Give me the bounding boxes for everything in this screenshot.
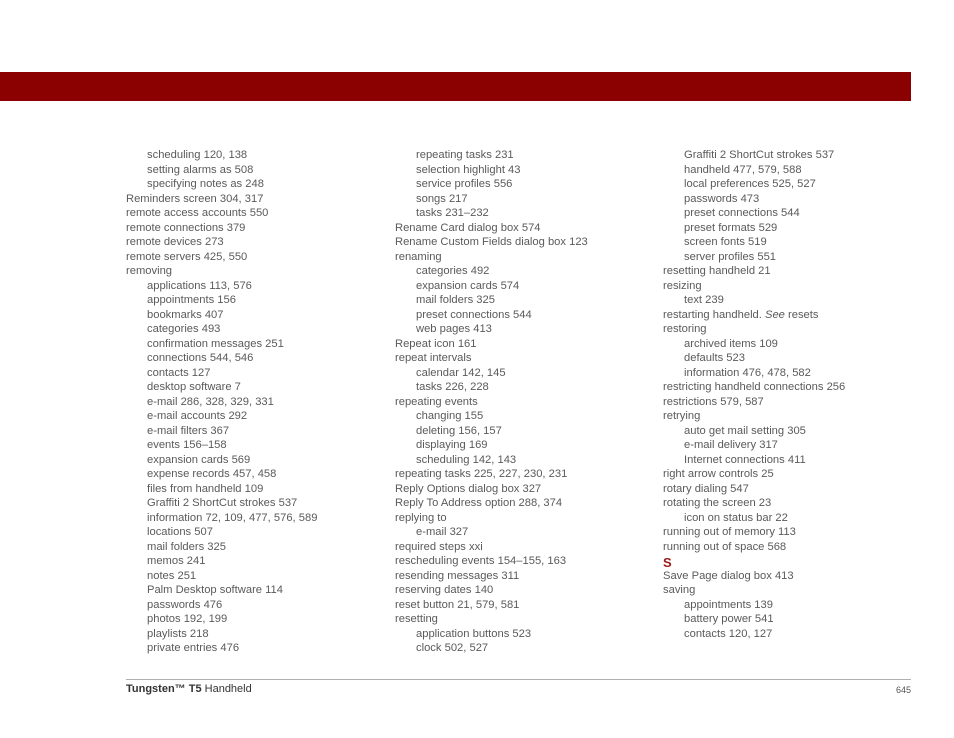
index-subentry: categories 493 [147,323,221,335]
index-subentry: screen fonts 519 [684,236,767,248]
index-entry: rotary dialing 547 [663,482,749,495]
index-subentry: locations 507 [147,526,213,538]
index-entry: removing [126,265,173,277]
index-subentry: private entries 476 [147,642,240,654]
index-subentry: passwords 473 [684,192,760,205]
index-subentry: information 72, 109, 477, 576, 589 [147,511,318,524]
page-number: 645 [895,685,911,695]
index-entry: restricting handheld connections 256 [663,381,846,393]
index-subentry: selection highlight 43 [416,163,521,176]
footer-product-name [126,683,252,695]
footer-brand-bold: Tungsten™ T5 [126,683,202,695]
index-entry: restrictions 579, 587 [663,395,764,408]
index-entry: Reply To Address option 288, 374 [395,497,563,509]
index-subentry: categories 492 [416,265,490,277]
index-subentry: scheduling 142, 143 [416,453,517,466]
index-column-1 [126,148,394,656]
index-entry: Save Page dialog box 413 [663,569,794,582]
index-subentry: memos 241 [147,555,206,567]
footer-brand-rest: Handheld [201,683,252,695]
index-subentry: expansion cards 574 [416,279,520,292]
index-subentry: clock 502, 527 [416,642,489,654]
index-subentry: bookmarks 407 [147,308,224,321]
index-entry: replying to [395,511,447,524]
index-subentry: e-mail filters 367 [147,424,230,437]
index-subentry: events 156–158 [147,439,227,451]
index-entry: Reply Options dialog box 327 [395,482,542,495]
index-subentry: tasks 231–232 [416,207,489,219]
index-entry: resending messages 311 [395,569,520,582]
index-entry: repeat intervals [395,352,472,364]
index-subentry: contacts 127 [147,366,211,379]
index-entry: reset button 21, 579, 581 [395,598,520,611]
index-entry: remote devices 273 [126,236,224,248]
index-subentry: displaying 169 [416,439,488,451]
index-entry: Repeat icon 161 [395,337,477,350]
index-subentry: defaults 523 [684,352,745,364]
index-subentry: notes 251 [147,569,197,582]
footer-divider [126,679,911,680]
index-entry: renaming [395,250,442,263]
index-subentry: Internet connections 411 [684,453,806,466]
index-entry: rescheduling events 154–155, 163 [395,555,567,567]
index-subentry: icon on status bar 22 [684,511,788,524]
index-subentry: photos 192, 199 [147,613,228,625]
index-entry: saving [663,584,696,596]
index-entry: rotating the screen 23 [663,497,772,509]
index-subentry: appointments 139 [684,598,773,611]
index-subentry: e-mail 327 [416,526,469,538]
index-subentry: expense records 457, 458 [147,468,277,480]
index-subentry: auto get mail setting 305 [684,424,806,437]
index-subentry: setting alarms as 508 [147,163,254,176]
index-subentry: desktop software 7 [147,381,241,393]
index-subentry: calendar 142, 145 [416,366,506,379]
index-subentry: e-mail delivery 317 [684,439,778,451]
index-subentry: information 476, 478, 582 [684,366,811,379]
index-entry: repeating events [395,395,478,408]
index-entry: Rename Custom Fields dialog box 123 [395,236,588,248]
index-subentry: contacts 120, 127 [684,627,773,640]
index-column-2 [395,148,663,656]
index-entry: restarting handheld. See resets [663,308,819,321]
index-subentry: specifying notes as 248 [147,178,264,190]
see-reference: See [765,308,785,321]
index-subentry: e-mail 286, 328, 329, 331 [147,395,274,408]
index-subentry: tasks 226, 228 [416,381,489,393]
index-entry: resetting handheld 21 [663,265,771,277]
index-subentry: e-mail accounts 292 [147,410,248,422]
index-entry: restoring [663,323,707,335]
index-column-3 [663,148,931,641]
index-subentry: files from handheld 109 [147,482,264,495]
index-subentry: archived items 109 [684,337,778,350]
index-subentry: web pages 413 [416,323,492,335]
index-entry: required steps xxi [395,540,483,553]
index-section-letter: S [663,555,672,570]
index-subentry: applications 113, 576 [147,279,252,292]
index-entry: remote access accounts 550 [126,207,269,219]
index-entry: retrying [663,410,701,422]
index-subentry: expansion cards 569 [147,453,251,466]
index-subentry: appointments 156 [147,294,236,306]
index-subentry: preset connections 544 [684,207,800,219]
index-entry: remote servers 425, 550 [126,250,248,263]
index-subentry: songs 217 [416,192,468,205]
index-subentry: text 239 [684,294,724,306]
index-entry: Reminders screen 304, 317 [126,192,264,205]
index-subentry: preset connections 544 [416,308,532,321]
index-subentry: Graffiti 2 ShortCut strokes 537 [147,497,298,509]
index-subentry: deleting 156, 157 [416,424,502,437]
index-subentry: mail folders 325 [416,294,495,306]
index-entry: running out of memory 113 [663,526,796,538]
index-subentry: changing 155 [416,410,484,422]
index-subentry: Palm Desktop software 114 [147,584,283,596]
header-banner [0,72,911,101]
index-subentry: connections 544, 546 [147,352,254,364]
index-entry: repeating tasks 225, 227, 230, 231 [395,468,568,480]
index-subentry: service profiles 556 [416,178,513,190]
index-subentry: Graffiti 2 ShortCut strokes 537 [684,149,835,161]
index-subentry: passwords 476 [147,598,223,611]
index-subentry: confirmation messages 251 [147,337,284,350]
index-entry: resetting [395,613,438,625]
index-subentry: repeating tasks 231 [416,149,514,161]
index-subentry: local preferences 525, 527 [684,178,816,190]
index-subentry: mail folders 325 [147,540,226,553]
index-entry: reserving dates 140 [395,584,494,596]
index-subentry: battery power 541 [684,613,774,625]
index-subentry: application buttons 523 [416,627,532,640]
index-subentry: server profiles 551 [684,250,777,263]
index-entry: resizing [663,279,702,292]
index-subentry: scheduling 120, 138 [147,149,248,161]
index-entry: right arrow controls 25 [663,468,774,480]
index-subentry: handheld 477, 579, 588 [684,163,802,176]
index-entry: Rename Card dialog box 574 [395,221,541,234]
index-entry: running out of space 568 [663,540,787,553]
index-subentry: preset formats 529 [684,221,778,234]
index-entry: remote connections 379 [126,221,246,234]
index-subentry: playlists 218 [147,627,209,640]
